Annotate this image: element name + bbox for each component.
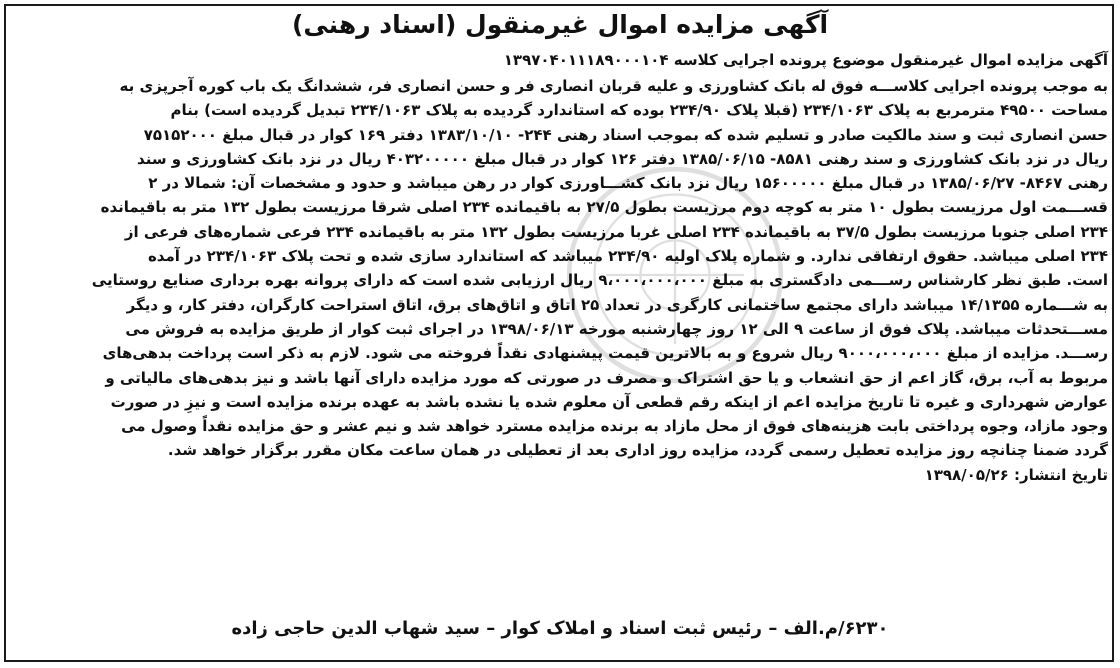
body-line: وجود مازاد، وجوه پرداختی بابت هزینه‌های فوق از محل مازاد به برنده مزایده مسترد خواهد شد و نیم عشر و حق مزایده نقداً وصول می bbox=[121, 417, 1108, 436]
body-line: ۲۳۴ اصلی جنوبا مرزیست بطول ۳۷/۵ به باقیمانده ۲۳۴ اصلی غربا مرزیست بطول ۱۳۲ متر به باقیمانده ۲۳۴ فرعی شماره‌های فرعی از bbox=[124, 222, 1108, 241]
body-line: حسن انصاری ثبت و سند مالکیت صادر و تسلیم شده که بموجب اسناد رهنی ۲۴۴- ۱۳۸۳/۱۰/۱۰ دفتر ۱۶۹ کوار در قبال مبلغ ۷۵۱۵۲۰۰۰ bbox=[143, 125, 1108, 144]
publish-date-value: ۱۳۹۸/۰۵/۲۶ bbox=[924, 465, 1009, 484]
body-line: به شـــماره ۱۴/۱۳۵۵ میباشد دارای مجتمع ساختمانی کارگری در تعداد ۲۵ اتاق و اتاق‌های برق، اتاق استراحت کارگران، دفتر کار، و دیگر bbox=[126, 295, 1108, 314]
body-line: گردد ضمنا چنانچه روز مزایده تعطیل رسمی گردد، مزایده روز اداری بعد از تعطیلی در همان ساعت مکان مقرر برگزار خواهد شد. bbox=[167, 441, 1108, 460]
notice-title: آگهی مزایده اموال غیرمنقول (اسناد رهنی) bbox=[291, 10, 829, 39]
body-line: ۲۳۴ اصلی میباشد. حقوق ارتفاقی ندارد. و شماره پلاک اولیه ۲۳۴/۹۰ میباشد که استاندارد سازی شده و تحت پلاک ۲۳۴/۱۰۶۳ در آمده bbox=[147, 247, 1108, 266]
body-line: عوارض شهرداری و غیره تا تاریخ مزایده اعم از اینکه رقم قطعی آن معلوم شده یا نشده باشد به عهده برنده مزایده است و نیزِ در صورت bbox=[110, 392, 1108, 411]
signature-line: ۶۲۳۰/م.الف – رئیس ثبت اسناد و املاک کوار – سید شهاب الدین حاجی زاده bbox=[231, 618, 889, 639]
publish-date-label: تاریخ انتشار: bbox=[1014, 465, 1108, 484]
body-line: مربوط به آب، برق، گاز اعم از حق انشعاب و یا حق اشتراک و مصرف در صورتی که مورد مزایده دارای آنها باشد و نیز بدهی‌های مالیاتی و bbox=[105, 368, 1108, 387]
body-line: به موجب پرونده اجرایی کلاســـه فوق له بانک کشاورزی و علیه قربان انصاری فر و حسن انصاری فر، ششدانگ یک باب کوره آجرپزی به bbox=[119, 77, 1108, 95]
body-line: است. طبق نظر کارشناس رســـمی دادگستری به مبلغ ۹،۰۰۰،۰۰۰،۰۰۰ ریال ارزیابی شده است که دارای پروانه بهره برداری صنایع روستایی bbox=[91, 271, 1108, 290]
publish-date bbox=[22, 463, 1108, 487]
case-number-line: آگهی مزایده اموال غیرمنقول موضوع پرونده اجرایی کلاسه ۱۳۹۷۰۴۰۱۱۱۸۹۰۰۰۱۰۴ bbox=[503, 51, 1108, 69]
body-line: رهنی ۸۴۶۷- ۱۳۸۵/۰۶/۲۷ در قبال مبلغ ۱۵۶۰۰۰۰۰ ریال نزد بانک کشـــاورزی کوار در رهن میباشد و حدود و مشخصات آن: شمالا در ۲ bbox=[148, 174, 1108, 193]
body-line: مســـتحدثات میباشد. پلاک فوق از ساعت ۹ الی ۱۲ روز چهارشنبه مورخه ۱۳۹۸/۰۶/۱۳ در اجرای ثبت کوار از طریق مزایده به فروش می bbox=[125, 319, 1108, 338]
body-line: مساحت ۴۹۵۰۰ مترمربع به پلاک ۲۳۴/۱۰۶۳ (قبلا پلاک ۲۳۴/۹۰ بوده که استاندارد گردیده به پلاک ۲۳۴/۱۰۶۳ تبدیل گردیده است) بنام bbox=[170, 101, 1108, 120]
body-line: قســـمت اول مرزیست بطول ۱۰ متر به کوچه دوم مرزیست بطول ۲۷/۵ به باقیمانده ۲۳۴ اصلی شرقا مرزیست بطول ۱۳۲ متر به باقیمانده bbox=[100, 198, 1108, 217]
notice-body bbox=[22, 74, 1108, 487]
body-line: ریال در نزد بانک کشاورزی و سند رهنی ۸۵۸۱- ۱۳۸۵/۰۶/۱۵ دفتر ۱۲۶ کوار در قبال مبلغ ۴۰۳۲۰۰۰۰۰ ریال در نزد بانک کشاورزی و سند bbox=[137, 149, 1108, 168]
body-line: رســـد. مزایده از مبلغ ۹۰۰۰،۰۰۰،۰۰۰ ریال شروع و به بالاترین قیمت پیشنهادی نقداً فروخته می شود. لازم به ذکر است پرداخت بدهی‌های bbox=[102, 344, 1108, 363]
